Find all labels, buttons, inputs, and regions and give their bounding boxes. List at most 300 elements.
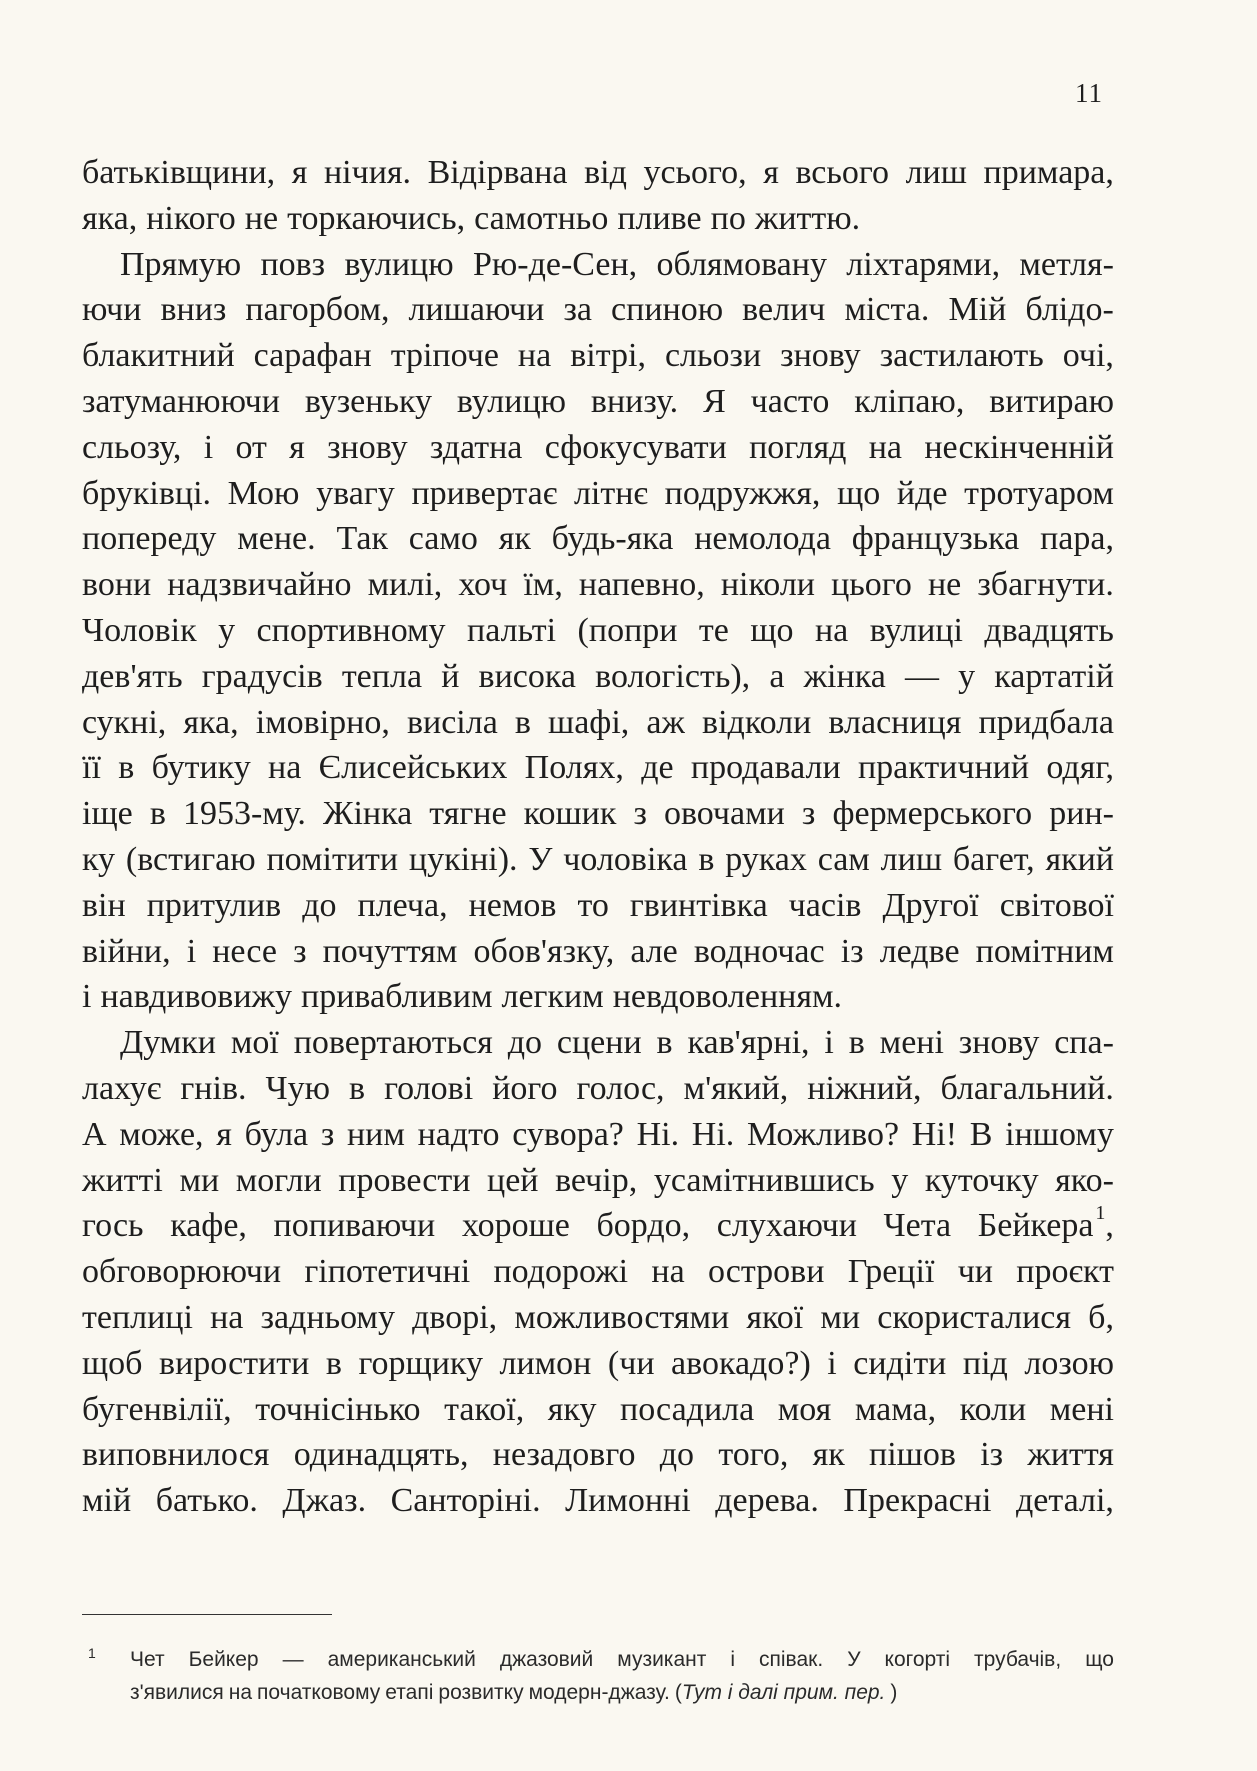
word: пагорбом, bbox=[245, 291, 390, 329]
word: обов'язку, bbox=[473, 932, 615, 970]
word: я bbox=[763, 154, 779, 191]
word: мені bbox=[1049, 1390, 1114, 1428]
word: лахує bbox=[82, 1069, 162, 1107]
word: іще bbox=[82, 795, 133, 833]
word: нікого bbox=[146, 199, 236, 237]
word: і bbox=[82, 978, 92, 1016]
word: яку bbox=[547, 1390, 597, 1428]
word: ніжний, bbox=[807, 1069, 922, 1107]
text-line bbox=[82, 287, 1114, 333]
word: в bbox=[514, 703, 531, 741]
word: м'який, bbox=[683, 1069, 789, 1107]
word: як bbox=[812, 1436, 845, 1474]
word: Рю-де-Сен, bbox=[472, 245, 638, 283]
word: голові bbox=[384, 1069, 474, 1107]
word: Лимонні bbox=[565, 1482, 691, 1520]
word: етапі bbox=[385, 1681, 434, 1704]
word: можливостями bbox=[514, 1298, 730, 1336]
footnote-marker: 1 bbox=[88, 1645, 96, 1661]
word: висіла bbox=[406, 703, 498, 741]
word: такої, bbox=[444, 1390, 525, 1428]
text-line bbox=[82, 379, 1114, 425]
word: висока bbox=[478, 657, 576, 695]
word: лозою bbox=[1024, 1344, 1114, 1382]
word: ледве bbox=[879, 932, 960, 970]
word: торкаючись, bbox=[287, 199, 466, 237]
word: на bbox=[868, 428, 903, 466]
word: в bbox=[656, 1024, 673, 1062]
word: джазовий bbox=[499, 1648, 594, 1671]
word: тріпоче bbox=[390, 337, 499, 375]
word: по bbox=[710, 199, 746, 237]
word: багет, bbox=[952, 840, 1035, 878]
word: сфокусувати bbox=[544, 428, 727, 466]
word: привабливим bbox=[301, 978, 493, 1016]
word: цей bbox=[487, 1161, 539, 1199]
word: пальті bbox=[467, 611, 557, 649]
word: продавали bbox=[690, 749, 841, 787]
word: гіпотетичні bbox=[304, 1253, 471, 1291]
word: початковому bbox=[257, 1681, 381, 1704]
word: авокадо?) bbox=[671, 1344, 811, 1382]
word: ми bbox=[179, 1161, 220, 1199]
text-line bbox=[82, 1249, 1114, 1295]
word: погляд bbox=[749, 428, 847, 466]
word: модерн-джазу. bbox=[528, 1681, 670, 1704]
word: із bbox=[840, 932, 864, 970]
word: і bbox=[827, 1344, 837, 1382]
text-line bbox=[82, 1020, 1114, 1066]
text-line bbox=[82, 425, 1114, 471]
word: Чоловік bbox=[82, 611, 197, 649]
word: і bbox=[203, 428, 214, 466]
word: почуттям bbox=[322, 932, 458, 970]
word: гвинтівка bbox=[629, 886, 768, 924]
word: бруківці. bbox=[82, 474, 212, 512]
word: життю. bbox=[754, 199, 861, 237]
word: знову bbox=[780, 337, 861, 375]
footnote-divider bbox=[82, 1614, 332, 1615]
word: легким bbox=[501, 978, 604, 1016]
word: сарафан bbox=[253, 337, 372, 375]
word: здатна bbox=[429, 428, 523, 466]
word: вузеньку bbox=[304, 382, 433, 420]
word: когорті bbox=[884, 1648, 951, 1671]
word: моя bbox=[777, 1390, 832, 1428]
word: гось bbox=[82, 1207, 144, 1245]
word: часто bbox=[750, 382, 830, 420]
word: В bbox=[969, 1115, 993, 1153]
word: подружжя, bbox=[664, 474, 821, 512]
word: бутику bbox=[151, 749, 251, 787]
word: в bbox=[848, 1024, 865, 1062]
word: коли bbox=[959, 1390, 1027, 1428]
word: провести bbox=[338, 1161, 471, 1199]
word: збагнути. bbox=[977, 566, 1114, 604]
word: їм, bbox=[523, 566, 563, 604]
word: житті bbox=[82, 1161, 163, 1199]
word: на bbox=[517, 337, 552, 375]
word: кошик bbox=[523, 795, 617, 833]
word: який bbox=[1045, 840, 1114, 878]
word: в bbox=[149, 795, 166, 833]
word: часів bbox=[788, 886, 862, 924]
footnote-italic-note: Тут і далі прим. пер. bbox=[681, 1681, 886, 1704]
text-line bbox=[82, 1341, 1114, 1387]
word: була bbox=[244, 1115, 309, 1153]
word: пішов bbox=[869, 1436, 956, 1474]
word: у bbox=[958, 657, 976, 695]
word: Чет bbox=[130, 1648, 165, 1671]
word: помітити bbox=[266, 840, 399, 878]
word: (чи bbox=[607, 1344, 655, 1382]
word: задньому bbox=[260, 1298, 395, 1336]
word: співак. bbox=[759, 1648, 824, 1671]
word: те bbox=[698, 611, 729, 649]
word: в bbox=[118, 749, 135, 787]
word: кав'ярні, bbox=[687, 1024, 810, 1062]
word: бугенвілії, bbox=[82, 1390, 232, 1428]
word: пара, bbox=[1040, 520, 1114, 558]
word: Відірвана bbox=[427, 154, 568, 191]
word: голос, bbox=[576, 1069, 665, 1107]
text-line bbox=[82, 1387, 1114, 1433]
text-line bbox=[82, 700, 1114, 746]
word: примара, bbox=[983, 154, 1114, 191]
word: бордо, bbox=[596, 1207, 691, 1245]
word: подорожі bbox=[493, 1253, 629, 1291]
word: його bbox=[492, 1069, 558, 1107]
word: помітним bbox=[975, 932, 1114, 970]
word: слухаючи bbox=[716, 1207, 857, 1245]
word: життя bbox=[1027, 1436, 1114, 1474]
word: Санторіні. bbox=[390, 1482, 541, 1520]
footnote-reference: 1 bbox=[1095, 1202, 1106, 1225]
word: що bbox=[1085, 1648, 1114, 1671]
word: внизу. bbox=[590, 382, 679, 420]
word: куточку bbox=[924, 1161, 1039, 1199]
word: Чета bbox=[883, 1207, 952, 1245]
footnote-line bbox=[130, 1643, 1114, 1676]
word: батьківщини, bbox=[82, 154, 276, 191]
word: благальний. bbox=[940, 1069, 1114, 1107]
word: пливе bbox=[617, 199, 702, 237]
word: на bbox=[651, 1253, 685, 1291]
word: її bbox=[82, 749, 101, 787]
word: (попри bbox=[577, 611, 678, 649]
word: витираю bbox=[989, 382, 1114, 420]
text-line bbox=[82, 791, 1114, 837]
word: дев'ять bbox=[82, 657, 183, 695]
word: я bbox=[291, 154, 308, 191]
word: під bbox=[962, 1344, 1008, 1382]
word: розвитку bbox=[438, 1681, 524, 1704]
word: і bbox=[824, 1024, 834, 1062]
word: милі, bbox=[367, 566, 443, 604]
word: спортивному bbox=[256, 611, 446, 649]
word: самотньо bbox=[474, 199, 609, 237]
text-line bbox=[82, 1066, 1114, 1112]
word: цього bbox=[831, 566, 912, 604]
word: із bbox=[980, 1436, 1004, 1474]
word: У bbox=[847, 1648, 861, 1671]
word: мені bbox=[879, 1024, 944, 1062]
word: надто bbox=[417, 1115, 500, 1153]
word: тротуаром bbox=[964, 474, 1114, 512]
word: скористалися bbox=[877, 1298, 1071, 1336]
word: Жінка bbox=[323, 795, 413, 833]
word: вечір, bbox=[555, 1161, 638, 1199]
word: сидіти bbox=[853, 1344, 947, 1382]
word: деталі, bbox=[1015, 1482, 1114, 1520]
footnote-line bbox=[130, 1676, 1114, 1709]
word: блакитний bbox=[82, 337, 235, 375]
word: спа- bbox=[1054, 1024, 1114, 1062]
word: знову bbox=[327, 428, 408, 466]
word: французька bbox=[851, 520, 1020, 558]
word: рин- bbox=[1049, 795, 1114, 833]
word: всього bbox=[795, 154, 890, 191]
word: попереду bbox=[82, 520, 217, 558]
word: сцени bbox=[556, 1024, 642, 1062]
text-line bbox=[82, 745, 1114, 791]
word: шафі, bbox=[548, 703, 630, 741]
word: практичний bbox=[857, 749, 1030, 787]
text-line bbox=[82, 516, 1114, 562]
word: У bbox=[528, 840, 553, 878]
word: не bbox=[927, 566, 962, 604]
word: мої bbox=[230, 1024, 279, 1062]
word: Другої bbox=[882, 886, 979, 924]
word: Полях, bbox=[524, 749, 624, 787]
word: сукні, bbox=[82, 703, 167, 741]
word: вулицю bbox=[456, 382, 567, 420]
word: вони bbox=[82, 566, 152, 604]
word: лиш bbox=[905, 154, 967, 191]
word: вниз bbox=[160, 291, 227, 329]
word: з bbox=[633, 795, 647, 833]
word: до bbox=[302, 886, 337, 924]
text-line bbox=[82, 654, 1114, 700]
word: (встигаю bbox=[125, 840, 256, 878]
word: яка, bbox=[183, 703, 239, 741]
word: б, bbox=[1088, 1298, 1114, 1336]
word: дворі, bbox=[412, 1298, 498, 1336]
word: і bbox=[730, 1648, 736, 1671]
word: 1953-му. bbox=[182, 795, 306, 833]
word: а bbox=[769, 657, 785, 695]
word: тепла bbox=[341, 657, 423, 695]
word: увагу bbox=[316, 474, 395, 512]
word: лиш bbox=[880, 840, 942, 878]
word: вулиці bbox=[869, 611, 963, 649]
word: лишаючи bbox=[408, 291, 545, 329]
word: яка, bbox=[82, 199, 138, 237]
word: очі, bbox=[1062, 337, 1114, 375]
word: навдивовижу bbox=[100, 978, 293, 1016]
word: лимон bbox=[499, 1344, 592, 1382]
word: Можливо? bbox=[746, 1115, 900, 1153]
word: того, bbox=[718, 1436, 789, 1474]
word: він bbox=[82, 886, 126, 924]
text-line bbox=[82, 333, 1114, 379]
text-line bbox=[82, 471, 1114, 517]
footnote bbox=[82, 1643, 1114, 1709]
word: Думки bbox=[120, 1024, 216, 1062]
word: імовірно, bbox=[255, 703, 390, 741]
text-line bbox=[82, 1478, 1114, 1524]
word: спиною bbox=[611, 291, 724, 329]
word: горщику bbox=[358, 1344, 483, 1382]
word: картатій bbox=[994, 657, 1114, 695]
word: батько. bbox=[155, 1482, 258, 1520]
word: в bbox=[698, 840, 715, 878]
word: вітрі, bbox=[570, 337, 646, 375]
word: мене. bbox=[237, 520, 316, 558]
word: на bbox=[814, 611, 849, 649]
word: з bbox=[320, 1115, 335, 1153]
word: от bbox=[235, 428, 267, 466]
word: власниця bbox=[828, 703, 962, 741]
word: Мою bbox=[227, 474, 300, 512]
word: яко- bbox=[1055, 1161, 1114, 1199]
word: сльозу, bbox=[82, 428, 182, 466]
word: до bbox=[507, 1024, 542, 1062]
word: будь-яка bbox=[551, 520, 674, 558]
word: на bbox=[210, 1298, 244, 1336]
word: Прямую bbox=[120, 245, 242, 283]
word: від bbox=[584, 154, 627, 191]
word: велич bbox=[742, 291, 826, 329]
word: Мій bbox=[948, 291, 1007, 329]
word: Ні! bbox=[911, 1115, 958, 1153]
word: в bbox=[349, 1069, 366, 1107]
word: і bbox=[186, 932, 197, 970]
word: сльози bbox=[664, 337, 762, 375]
word: А bbox=[82, 1115, 107, 1153]
word: як bbox=[498, 520, 531, 558]
word: Ні. bbox=[691, 1115, 735, 1153]
word: ліхтарями, bbox=[846, 245, 1001, 283]
word: водночас bbox=[693, 932, 825, 970]
word: притулив bbox=[146, 886, 282, 924]
text-line bbox=[82, 837, 1114, 883]
word: на bbox=[268, 749, 302, 787]
word: жінка bbox=[803, 657, 886, 695]
word: за bbox=[563, 291, 592, 329]
word: Греції bbox=[847, 1253, 935, 1291]
word: Так bbox=[336, 520, 388, 558]
word: незадовго bbox=[492, 1436, 636, 1474]
word: — bbox=[282, 1648, 304, 1671]
word: й bbox=[441, 657, 460, 695]
word: мій bbox=[82, 1482, 132, 1520]
word: острови bbox=[707, 1253, 825, 1291]
page-number: 11 bbox=[1075, 78, 1103, 108]
word: з'явилися bbox=[130, 1681, 224, 1704]
word: градусів bbox=[201, 657, 323, 695]
word: але bbox=[630, 932, 678, 970]
text-line bbox=[82, 1203, 1114, 1249]
word: нескінченній bbox=[924, 428, 1114, 466]
word: мама, bbox=[854, 1390, 937, 1428]
word: де bbox=[641, 749, 674, 787]
word: двадцять bbox=[984, 611, 1114, 649]
text-line bbox=[82, 1112, 1114, 1158]
word: не bbox=[244, 199, 279, 237]
word: чи bbox=[957, 1253, 993, 1291]
word: — bbox=[904, 657, 939, 695]
word: усамітнившись bbox=[653, 1161, 875, 1199]
word: світової bbox=[999, 886, 1114, 924]
text-line bbox=[82, 1158, 1114, 1204]
text-line bbox=[82, 1295, 1114, 1341]
word: Єлисейських bbox=[318, 749, 508, 787]
word: привертає bbox=[411, 474, 558, 512]
word: що bbox=[837, 474, 881, 512]
word: літнє bbox=[573, 474, 649, 512]
word: якої bbox=[746, 1298, 804, 1336]
word: війни, bbox=[82, 932, 171, 970]
word: аж bbox=[646, 703, 685, 741]
word: вологість), bbox=[595, 657, 751, 695]
word: само bbox=[408, 520, 478, 558]
word: сам bbox=[817, 840, 870, 878]
text-line bbox=[82, 974, 1114, 1020]
word: Прекрасні bbox=[843, 1482, 992, 1520]
word: немов bbox=[468, 886, 557, 924]
word: у bbox=[891, 1161, 909, 1199]
word: американський bbox=[327, 1648, 476, 1671]
text-line bbox=[82, 196, 1114, 242]
word: (Тут і далі прим. пер. ) bbox=[674, 1681, 898, 1704]
word: Я bbox=[703, 382, 726, 420]
word: з bbox=[801, 795, 816, 833]
text-line bbox=[82, 562, 1114, 608]
word: я bbox=[216, 1115, 232, 1153]
word: чоловіка bbox=[563, 840, 688, 878]
word: надзвичайно bbox=[167, 566, 352, 604]
word: посадила bbox=[620, 1390, 755, 1428]
text-line bbox=[82, 150, 1114, 196]
word: немолода bbox=[694, 520, 831, 558]
text-line bbox=[82, 929, 1114, 975]
word: застилають bbox=[879, 337, 1044, 375]
word: Бейкера $^1$, bbox=[977, 1202, 1114, 1245]
text-line bbox=[82, 608, 1114, 654]
word: нічия. bbox=[323, 154, 412, 191]
word: метля- bbox=[1019, 245, 1114, 283]
word: ним bbox=[346, 1115, 405, 1153]
text-line bbox=[82, 1432, 1114, 1478]
word: кафе, bbox=[170, 1207, 247, 1245]
word: одинадцять, bbox=[293, 1436, 469, 1474]
word: напевно, bbox=[578, 566, 705, 604]
word: йде bbox=[896, 474, 948, 512]
word: овочами bbox=[663, 795, 785, 833]
word: усього, bbox=[643, 154, 747, 191]
word: сувора? bbox=[512, 1115, 624, 1153]
word: одяг, bbox=[1046, 749, 1114, 787]
word: я bbox=[289, 428, 305, 466]
word: Джаз. bbox=[282, 1482, 367, 1520]
word: плеча, bbox=[357, 886, 448, 924]
word: хороше bbox=[461, 1207, 570, 1245]
body-text bbox=[82, 150, 1114, 1524]
word: Ні. bbox=[636, 1115, 680, 1153]
word: іншому bbox=[1005, 1115, 1114, 1153]
word: теплиці bbox=[82, 1298, 193, 1336]
